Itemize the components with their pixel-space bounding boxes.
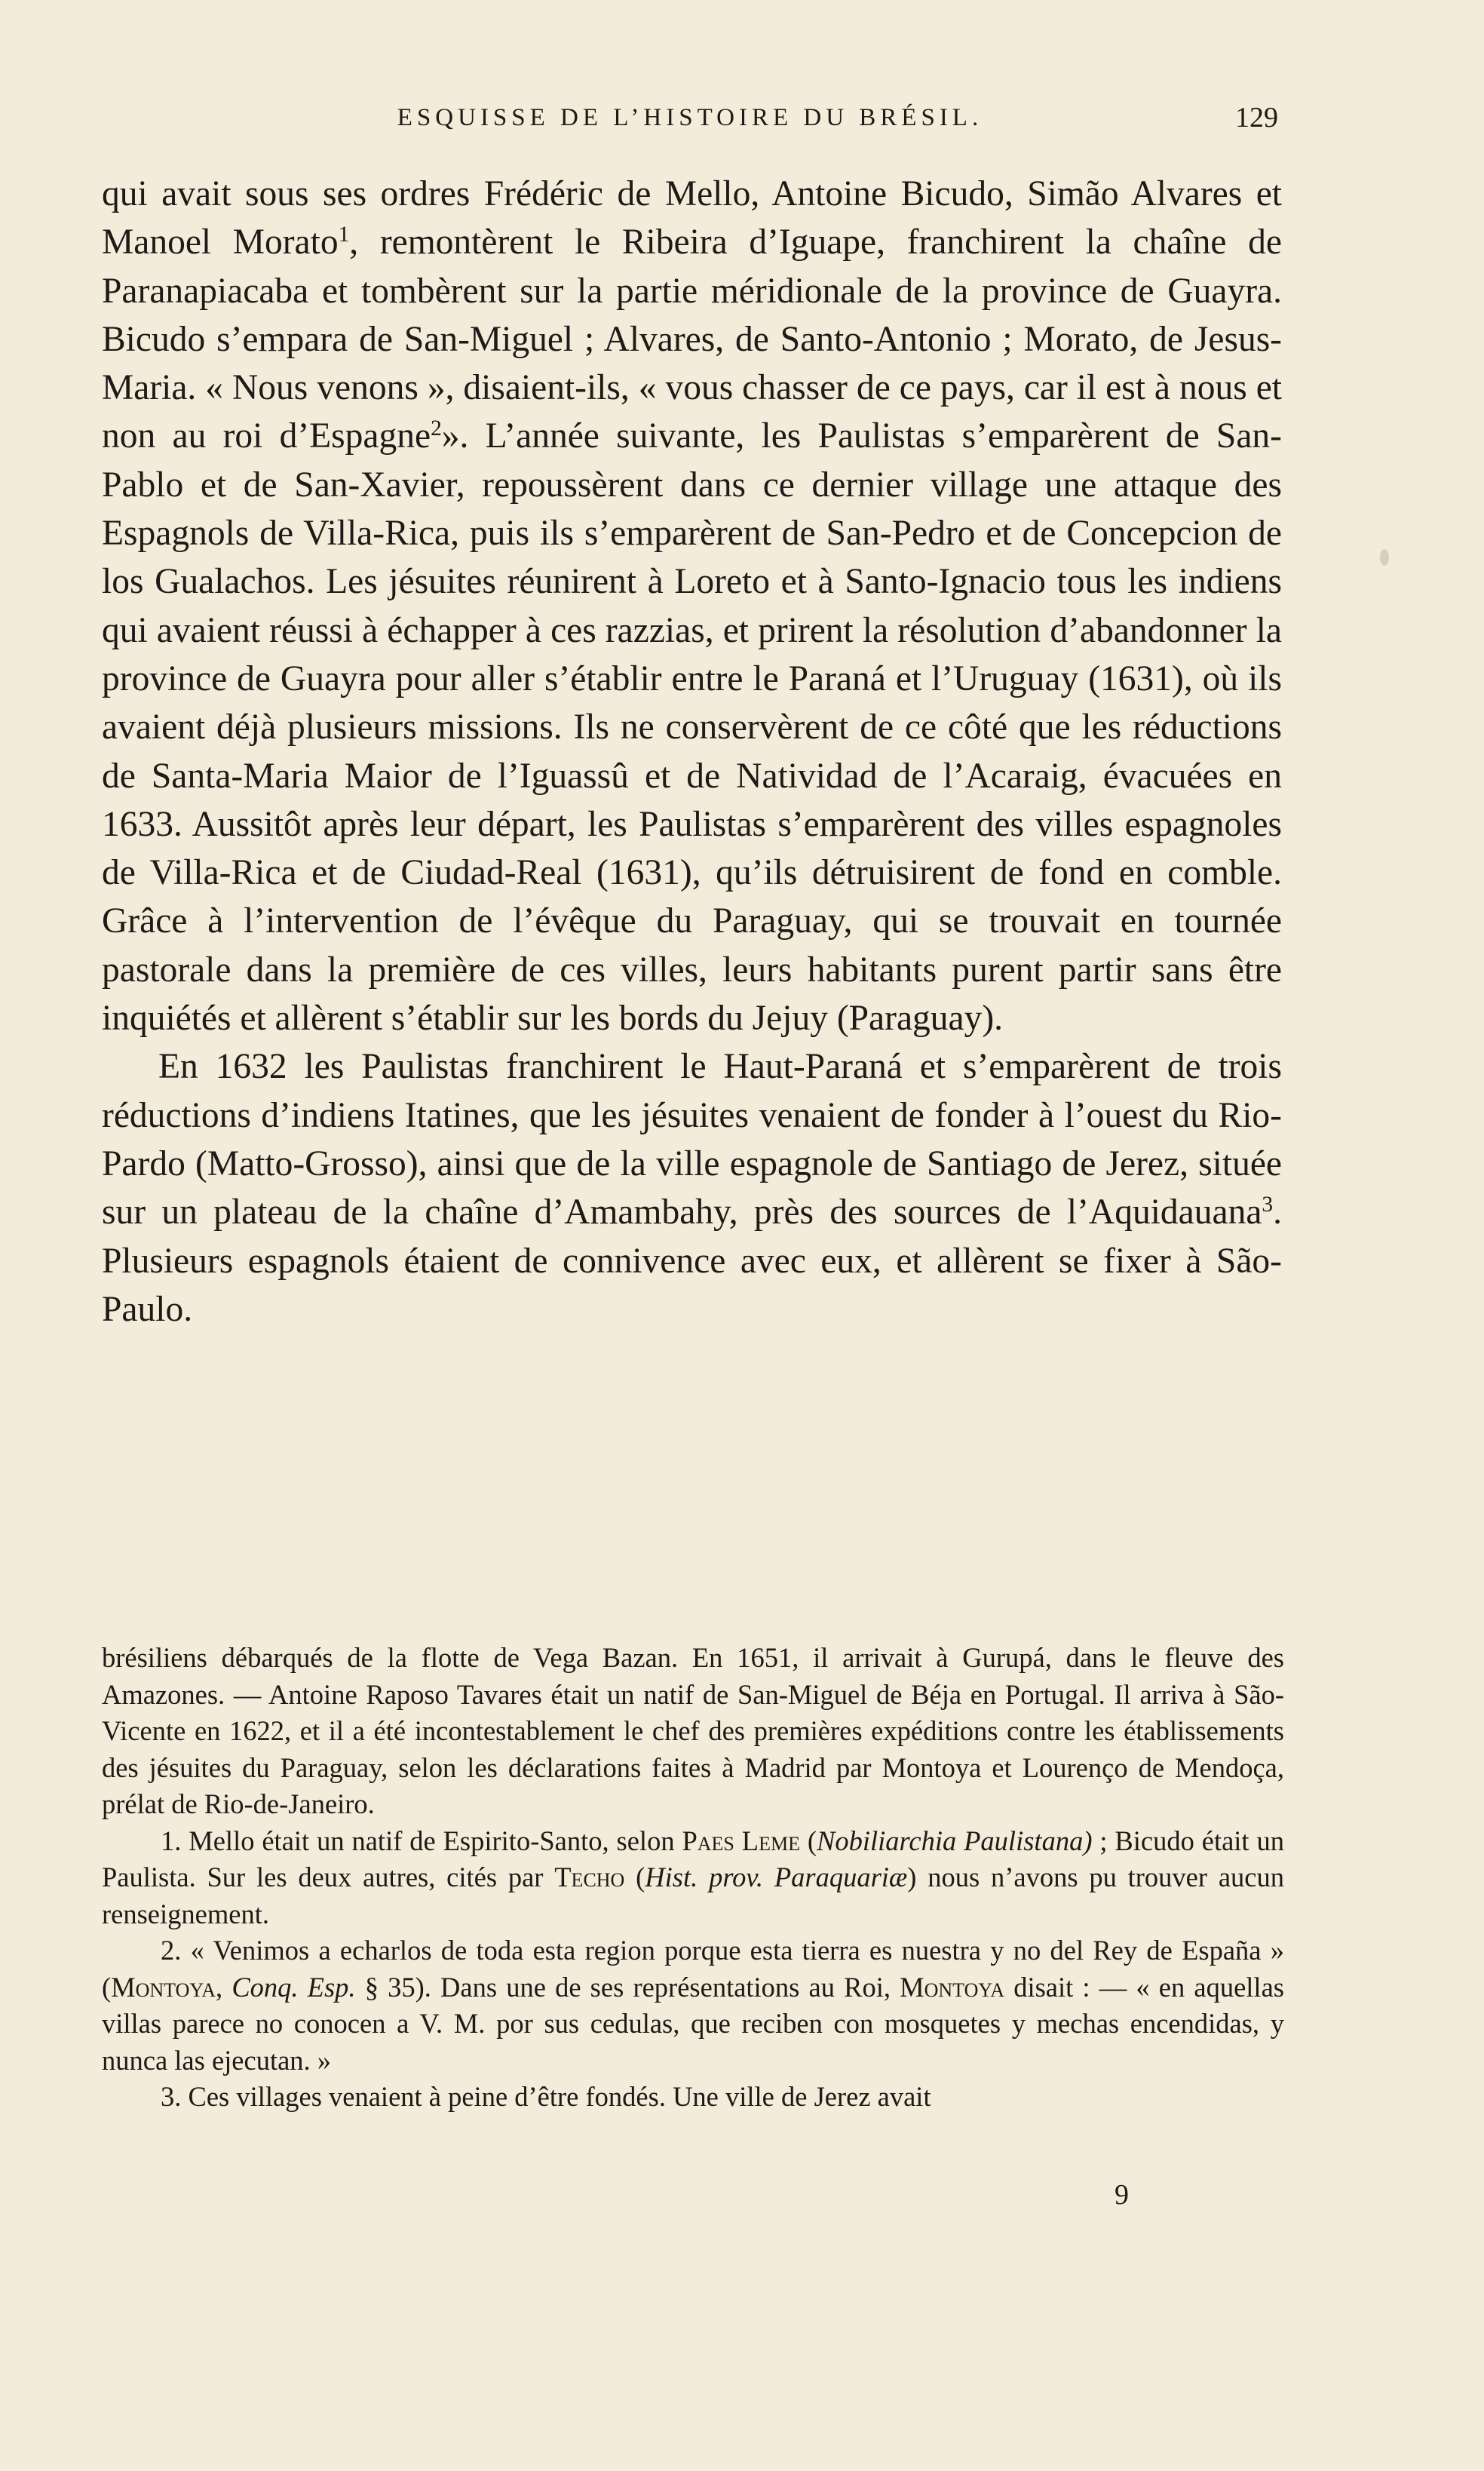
paper-speck	[1380, 549, 1389, 566]
running-title: ESQUISSE DE L’HISTOIRE DU BRÉSIL.	[397, 104, 983, 131]
paragraph-2	[102, 1042, 1282, 1334]
footnote-1-author-2: Techo	[554, 1862, 625, 1892]
footnote-2-text-a: 2. « Venimos a echarlos de toda esta region porque esta tierra es nuestra y no del Rey de España » (	[102, 1935, 1284, 2003]
footnote-1-work: Nobiliarchia Paulistana)	[817, 1825, 1093, 1856]
footnote-1-text-c: ; Bicudo était un Paulista. Sur les deux autres, cités par	[102, 1825, 1284, 1892]
footnote-1-text-a: 1. Mello était un natif de Espirito-Santo, selon	[161, 1825, 682, 1856]
footnote-1-text-d: (	[624, 1862, 645, 1892]
footnote-1-text-e: ) nous n’avons pu trouver aucun renseignement.	[102, 1862, 1284, 1929]
paragraph-1-part-b: , remontèrent le Ribeira d’Iguape, franchirent la chaîne de Paranapiacaba et tombèrent sur la partie méridionale de la province de Guayra. Bicudo s’empara de San-Miguel ; Alvares, de Santo-Antonio ; Morato, de Jesus-Maria. « Nous venons », disaient-ils, « vous chasser de ce pays, car il est à nous et non au roi d’Espagne	[102, 223, 1282, 456]
running-head	[102, 95, 1278, 140]
footnote-ref-1: 1	[338, 223, 350, 247]
paragraph-1	[102, 170, 1282, 1042]
footnote-2	[102, 1932, 1284, 2079]
footnote-2-text-c: § 35). Dans une de ses représentations au Roi,	[355, 1971, 900, 2003]
signature-mark: 9	[1115, 2179, 1129, 2211]
footnote-ref-2: 2	[431, 416, 442, 441]
footnote-2-text-b: ,	[216, 1971, 232, 2003]
footnote-continuation: brésiliens débarqués de la flotte de Vega Bazan. En 1651, il arrivait à Gurupá, dans le fleuve des Amazones. — Antoine Raposo Tavares était un natif de San-Miguel de Béja en Portugal. Il arriva à São-Vicente en 1622, et il a été incontestablement le chef des premières expéditions contre les établissements des jésuites du Paraguay, selon les déclarations faites à Madrid par Montoya et Lourenço de Mendoça, prélat de Rio-de-Janeiro.	[102, 1642, 1284, 1819]
paragraph-1-part-a: qui avait sous ses ordres Frédéric de Mello, Antoine Bicudo, Simão Alvares et Manoel Morato	[102, 174, 1282, 262]
footnote-1	[102, 1823, 1284, 1933]
footnote-ref-3: 3	[1262, 1193, 1274, 1217]
paragraph-2-part-b: . Plusieurs espagnols étaient de connivence avec eux, et allèrent se fixer à São-Paulo.	[102, 1193, 1282, 1329]
footnote-2-text-d: disait : — « en aquellas villas parece no conocen a V. M. por sus cedulas, que reciben con mosquetes y mechas encendidas, y nunca las ejecutan. »	[102, 1971, 1284, 2076]
page-number: 129	[1235, 102, 1278, 134]
footnote-2-author: Montoya	[111, 1971, 216, 2003]
footnote-1-author: Paes Leme	[682, 1825, 800, 1856]
footnote-1-work-2: Hist. prov. Paraquariæ	[645, 1862, 908, 1892]
footnote-2-author-2: Montoya	[900, 1971, 1005, 2003]
footnote-3: 3. Ces villages venaient à peine d’être fondés. Une ville de Jerez avait	[161, 2081, 931, 2112]
paragraph-2-part-a: En 1632 les Paulistas franchirent le Haut-Paraná et s’emparèrent de trois réductions d’indiens Itatines, que les jésuites venaient de fonder à l’ouest du Rio-Pardo (Matto-Grosso), ainsi que de la ville espagnole de Santiago de Jerez, située sur un plateau de la chaîne d’Amambahy, près des sources de l’Aquidauana	[102, 1047, 1282, 1232]
main-text	[102, 170, 1282, 1334]
footnotes	[102, 1640, 1284, 2116]
footnote-1-text-b: (	[799, 1825, 817, 1856]
footnote-2-work: Conq. Esp.	[231, 1971, 356, 2003]
paragraph-1-part-c: ». L’année suivante, les Paulistas s’emparèrent de San-Pablo et de San-Xavier, repoussèrent dans ce dernier village une attaque des Espagnols de Villa-Rica, puis ils s’emparèrent de San-Pedro et de Concepcion de los Gualachos. Les jésuites réunirent à Loreto et à Santo-Ignacio tous les indiens qui avaient réussi à échapper à ces razzias, et prirent la résolution d’abandonner la province de Guayra pour aller s’établir entre le Paraná et l’Uruguay (1631), où ils avaient déjà plusieurs missions. Ils ne conservèrent de ce côté que les réductions de Santa-Maria Maior de l’Iguassû et de Natividad de l’Acaraig, évacuées en 1633. Aussitôt après leur départ, les Paulistas s’emparèrent des villes espagnoles de Villa-Rica et de Ciudad-Real (1631), qu’ils détruisirent de fond en comble. Grâce à l’intervention de l’évêque du Paraguay, qui se trouvait en tournée pastorale dans la première de ces villes, leurs habitants purent partir sans être inquiétés et allèrent s’établir sur les bords du Jejuy (Paraguay).	[102, 416, 1282, 1039]
